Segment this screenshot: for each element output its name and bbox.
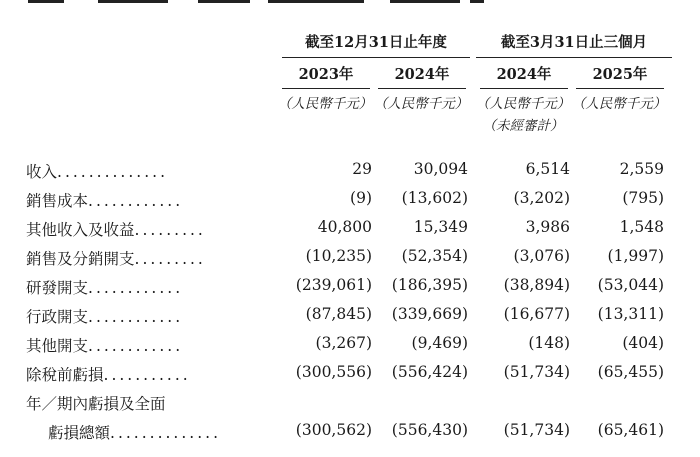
header-group-quarter: [476, 31, 672, 52]
cell-value: (87,845): [305, 305, 372, 323]
row-label: [26, 276, 274, 298]
leader-dots: ............: [88, 337, 184, 355]
cell-value: (53,044): [597, 276, 664, 294]
cell-value: (3,202): [513, 189, 570, 207]
row-label: [26, 363, 274, 385]
row-label: [26, 160, 274, 182]
cell-value: (300,562): [295, 421, 372, 439]
cell-value: (51,734): [503, 363, 570, 381]
row-label-text: 虧損總額: [48, 424, 111, 442]
row-label-text: 銷售及分銷開支: [26, 250, 135, 268]
row-label-text: 收入: [26, 163, 58, 181]
cell-value: 30,094: [413, 160, 468, 178]
header-group-annual: [282, 31, 470, 52]
row-label: [26, 334, 274, 356]
cell-value: (10,235): [305, 247, 372, 265]
header-group-quarter-rule: [476, 57, 672, 58]
table-row-total: [0, 421, 700, 447]
year-header-label: 2024年: [394, 66, 450, 83]
cell-value: (3,267): [315, 334, 372, 352]
leader-dots: .........: [134, 221, 206, 239]
year-header-2023: [278, 63, 374, 84]
cell-value: (16,677): [503, 305, 570, 323]
table-row: [0, 276, 700, 302]
row-label-text: 其他開支: [26, 337, 89, 355]
year-header-label: 2025年: [592, 66, 648, 83]
cell-value: 15,349: [413, 218, 468, 236]
table-row: [0, 218, 700, 244]
cell-value: (52,354): [401, 247, 468, 265]
cell-value: (13,602): [401, 189, 468, 207]
year-header-label: 2023年: [298, 66, 354, 83]
table-row: [0, 334, 700, 360]
cell-value: (186,395): [391, 276, 468, 294]
year-header-2025-q: [572, 63, 668, 84]
cell-value: (239,061): [295, 276, 372, 294]
cell-value: (1,997): [607, 247, 664, 265]
table-row: [0, 247, 700, 273]
row-label-text: 行政開支: [26, 308, 89, 326]
leader-dots: ............: [88, 192, 184, 210]
year-header-2024: [374, 63, 470, 84]
unit-label: （人民幣千元）: [277, 96, 373, 112]
cell-value: 40,800: [317, 218, 372, 236]
table-row: [0, 305, 700, 331]
cell-value: (404): [622, 334, 664, 352]
table-row-total-label: [0, 392, 700, 418]
cell-value: (339,669): [391, 305, 468, 323]
leader-dots: ............: [88, 279, 184, 297]
cell-value: (300,556): [295, 363, 372, 381]
unaudited-note: （未經審計）: [482, 118, 564, 134]
cell-value: 1,548: [619, 218, 664, 236]
unit-label: （人民幣千元）: [571, 96, 667, 112]
table-row: [0, 363, 700, 389]
row-label: [26, 189, 274, 211]
table-row: [0, 189, 700, 215]
cell-value: (13,311): [597, 305, 664, 323]
cell-value: (9,469): [411, 334, 468, 352]
leader-dots: ..............: [110, 424, 221, 442]
cell-value: (38,894): [503, 276, 570, 294]
cell-value: (65,461): [597, 421, 664, 439]
year-header-rule: [282, 88, 370, 89]
unit-label: （人民幣千元）: [373, 96, 469, 112]
cell-value: 2,559: [619, 160, 664, 178]
year-header-rule: [576, 88, 664, 89]
year-header-rule: [480, 88, 568, 89]
row-label-text: 研發開支: [26, 279, 89, 297]
header-group-quarter-label: 截至3月31日止三個月: [500, 34, 648, 51]
row-label-text: 年／期內虧損及全面: [26, 395, 166, 413]
header-group-annual-rule: [282, 57, 470, 58]
row-label: [26, 218, 274, 240]
cell-value: (148): [528, 334, 570, 352]
cell-value: 29: [352, 160, 372, 178]
unit-label: （人民幣千元）: [475, 96, 571, 112]
cell-value: (556,430): [391, 421, 468, 439]
leader-dots: ...........: [103, 366, 191, 384]
cell-value: (9): [350, 189, 372, 207]
cell-value: 6,514: [525, 160, 570, 178]
row-label: [48, 421, 296, 443]
year-header-label: 2024年: [496, 66, 552, 83]
cell-value: 3,986: [525, 218, 570, 236]
row-label-text: 其他收入及收益: [26, 221, 135, 239]
cell-value: (65,455): [597, 363, 664, 381]
header-group-annual-label: 截至12月31日止年度: [305, 34, 447, 51]
cell-value: (3,076): [513, 247, 570, 265]
row-label: [26, 247, 274, 269]
cell-value: (795): [622, 189, 664, 207]
leader-dots: ..............: [57, 163, 168, 181]
cropped-previous-line: [0, 0, 700, 4]
year-header-rule: [378, 88, 466, 89]
row-label: [26, 305, 274, 327]
row-label-text: 除稅前虧損: [26, 366, 104, 384]
cell-value: (556,424): [391, 363, 468, 381]
row-label-text: 銷售成本: [26, 192, 89, 210]
table-row: [0, 160, 700, 186]
year-header-2024-q: [476, 63, 572, 84]
leader-dots: ............: [88, 308, 184, 326]
cell-value: (51,734): [503, 421, 570, 439]
leader-dots: .........: [134, 250, 206, 268]
